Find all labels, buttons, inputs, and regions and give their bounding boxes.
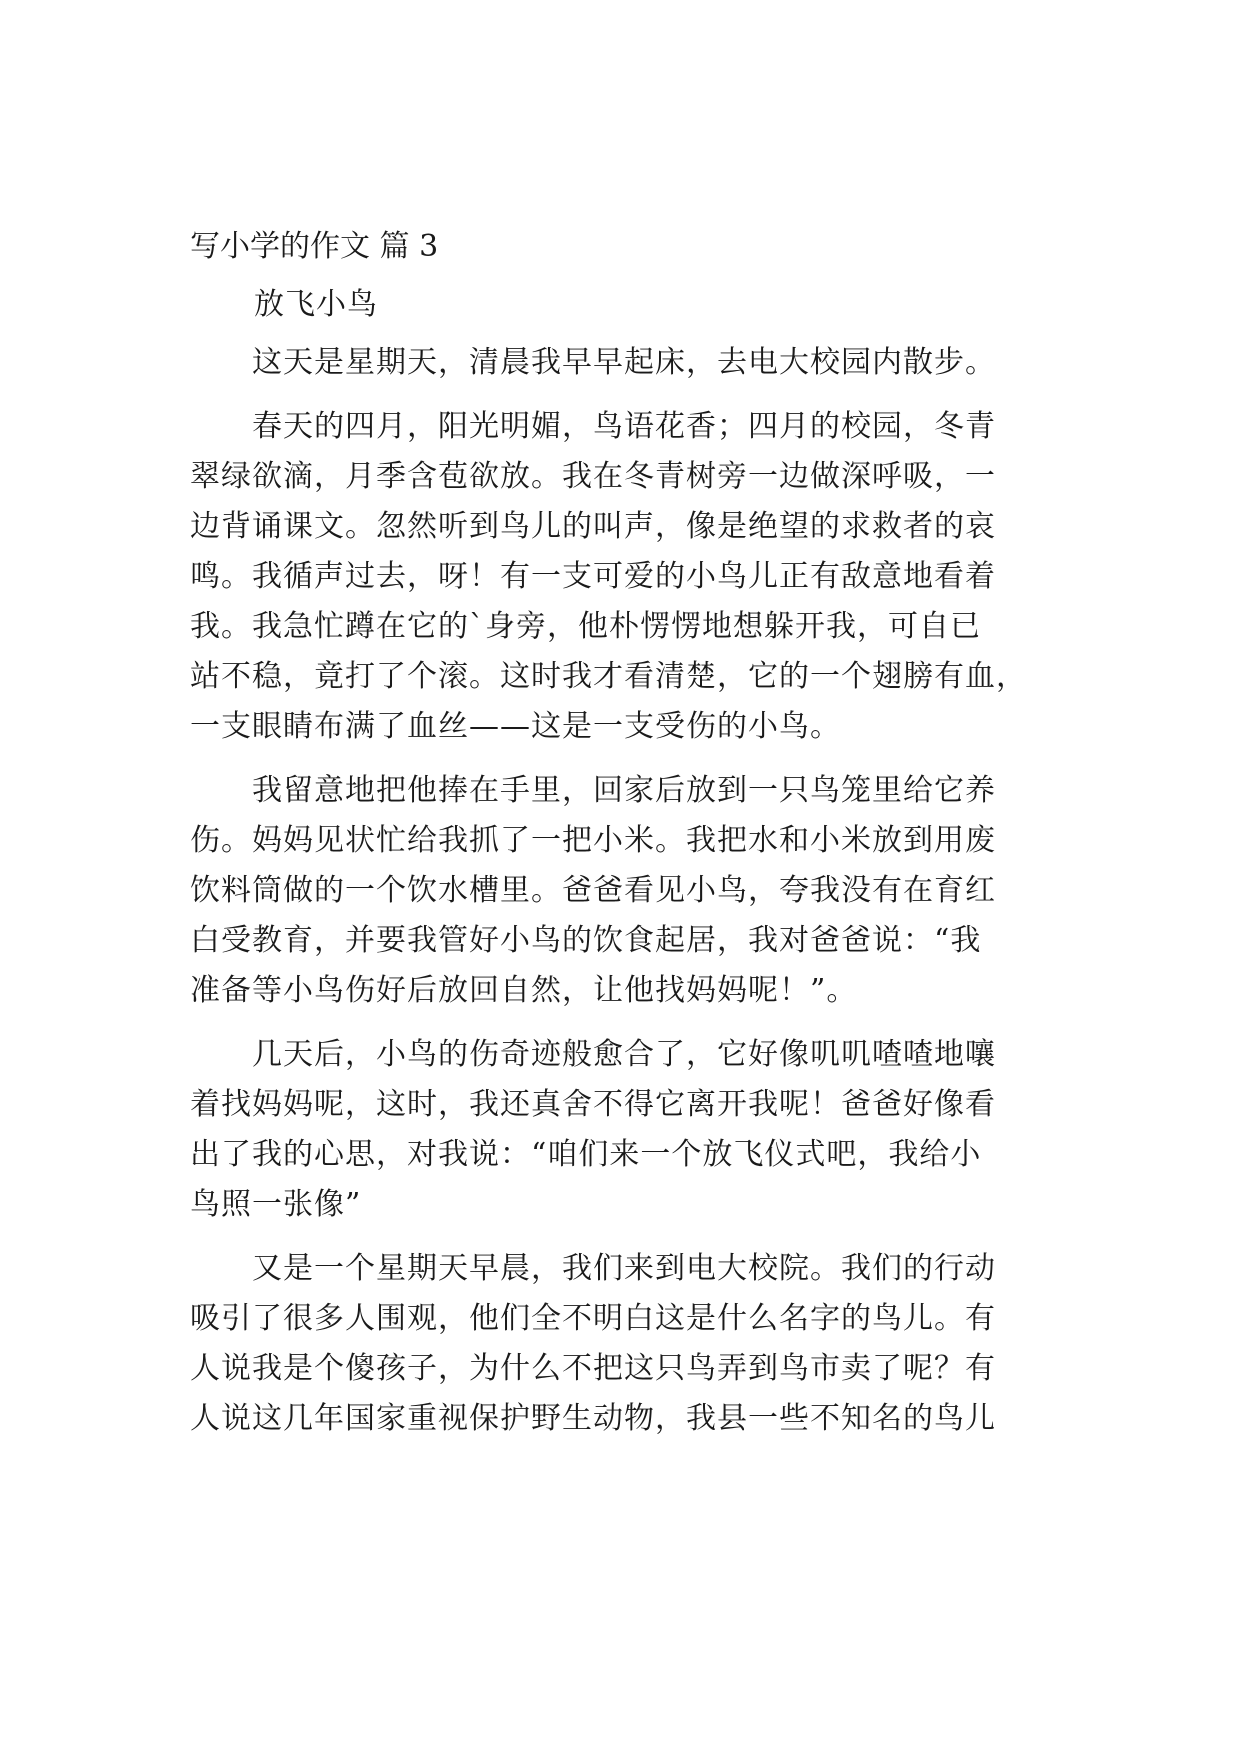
paragraph-line: 春天的四月，阳光明媚，鸟语花香；四月的校园，冬青 [252, 409, 996, 444]
essay-title: 放飞小鸟 [254, 287, 378, 322]
paragraph-line: 翠绿欲滴，月季含苞欲放。我在冬青树旁一边做深呼吸，一 [190, 459, 996, 494]
section-heading: 写小学的作文 篇 3 [190, 229, 439, 264]
paragraph-2 [190, 402, 1050, 752]
paragraph-line: 一支眼睛布满了血丝——这是一支受伤的小鸟。 [190, 709, 841, 744]
paragraph-line: 人说这几年国家重视保护野生动物，我县一些不知名的鸟儿 [190, 1401, 996, 1436]
paragraph-line: 准备等小鸟伤好后放回自然，让他找妈妈呢！”。 [190, 973, 858, 1008]
paragraph-line: 这天是星期天，清晨我早早起床，去电大校园内散步。 [252, 345, 996, 380]
paragraph-4 [190, 1030, 1050, 1230]
paragraph-line: 饮料筒做的一个饮水槽里。爸爸看见小鸟，夸我没有在育红 [190, 873, 996, 908]
paragraph-line: 着找妈妈呢，这时，我还真舍不得它离开我呢！爸爸好像看 [190, 1087, 996, 1122]
paragraph-line: 几天后，小鸟的伤奇迹般愈合了，它好像叽叽喳喳地嚷 [252, 1037, 996, 1072]
paragraph-line: 我。我急忙蹲在它的`身旁，他朴愣愣地想躲开我，可自已 [190, 609, 981, 644]
paragraph-line: 鸣。我循声过去，呀！有一支可爱的小鸟儿正有敌意地看着 [190, 559, 996, 594]
paragraph-line: 我留意地把他捧在手里，回家后放到一只鸟笼里给它养 [252, 773, 996, 808]
paragraph-1 [190, 338, 1050, 388]
paragraph-line: 站不稳，竟打了个滚。这时我才看清楚，它的一个翅膀有血， [190, 659, 1027, 694]
paragraph-3 [190, 766, 1050, 1016]
paragraph-line: 出了我的心思，对我说：“咱们来一个放飞仪式吧，我给小 [190, 1137, 982, 1172]
paragraph-line: 伤。妈妈见状忙给我抓了一把小米。我把水和小米放到用废 [190, 823, 996, 858]
paragraph-5 [190, 1244, 1050, 1444]
paragraph-line: 白受教育，并要我管好小鸟的饮食起居，我对爸爸说：“我 [190, 923, 982, 958]
document-page [190, 222, 1050, 1444]
paragraph-line: 人说我是个傻孩子，为什么不把这只鸟弄到鸟市卖了呢？有 [190, 1351, 996, 1386]
paragraph-line: 鸟照一张像” [190, 1187, 362, 1222]
paragraph-line: 又是一个星期天早晨，我们来到电大校院。我们的行动 [252, 1251, 996, 1286]
paragraph-line: 吸引了很多人围观，他们全不明白这是什么名字的鸟儿。有 [190, 1301, 996, 1336]
paragraph-line: 边背诵课文。忽然听到鸟儿的叫声，像是绝望的求救者的哀 [190, 509, 996, 544]
